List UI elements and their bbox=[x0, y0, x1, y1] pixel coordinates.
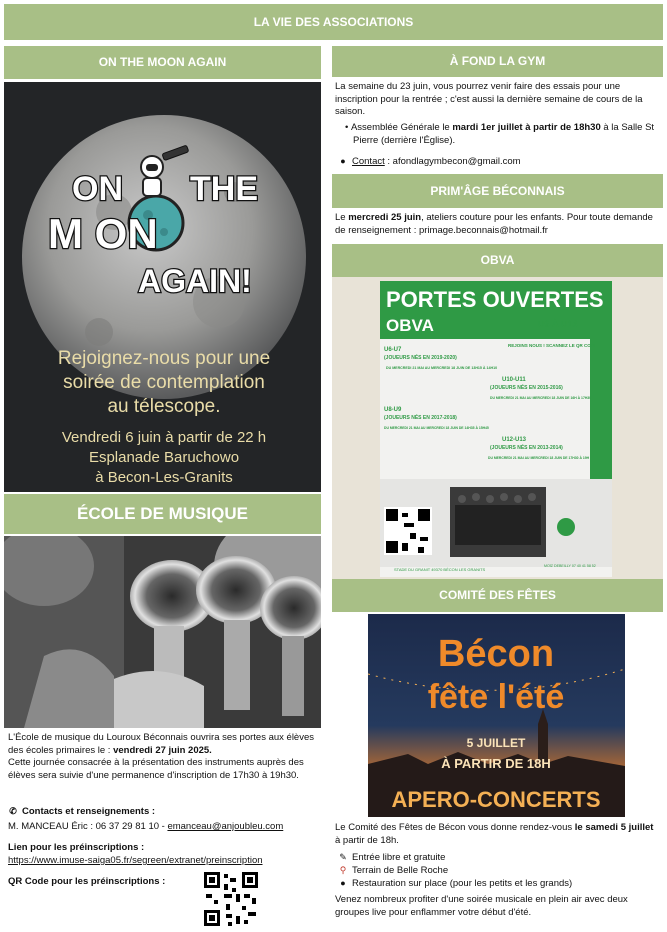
moon-line5: Esplanade Baruchowo bbox=[88, 449, 240, 466]
moon-line4: Vendredi 6 juin à partir de 22 h bbox=[61, 429, 267, 446]
person-icon: ● bbox=[340, 156, 346, 166]
moon-line3: au télescope. bbox=[107, 396, 221, 417]
obva-ages: U6 À U13 bbox=[538, 319, 578, 329]
musique-contact: M. MANCEAU Éric : 06 37 29 81 10 - emanceau@anjoubleu.com bbox=[8, 821, 284, 832]
musique-title: ÉCOLE DE MUSIQUE bbox=[77, 504, 248, 523]
obva-scan: REJOINS NOUS ! SCANNEZ LE QR CODE bbox=[508, 343, 598, 348]
obva-team-photo bbox=[450, 487, 546, 557]
moon-banner bbox=[4, 46, 321, 79]
location-pin-icon: ⚲ bbox=[339, 865, 347, 875]
obva-heading2: OBVA bbox=[386, 316, 434, 335]
fetes-date: 5 JUILLET bbox=[466, 736, 526, 750]
moon-poster bbox=[4, 82, 321, 492]
musique-text2: Cette journée consacrée à la présentation des instruments auprès des élèves sera suivie d'une permanence d'inscription de 17h30 à 19h30. bbox=[8, 757, 304, 781]
obva-g1s: (JOUEURS NÉS EN 2019-2020) bbox=[384, 355, 457, 361]
brass-instruments-photo bbox=[4, 536, 321, 728]
obva-g4: U12-U13 bbox=[502, 437, 527, 443]
obva-phone: MOÏZ DEBEILLY 07 40 41 58 52 bbox=[544, 564, 596, 568]
obva-qr-code bbox=[384, 507, 432, 555]
primage-text: Le mercredi 25 juin, ateliers couture pour les enfants. Pour toute demande de renseignement : primage.beconnais@hotmail.fr bbox=[335, 212, 653, 236]
obva-g3: U8-U9 bbox=[384, 407, 402, 413]
gym-banner bbox=[332, 46, 663, 77]
musique-banner bbox=[4, 494, 321, 534]
musique-email-link[interactable]: emanceau@anjoubleu.com bbox=[167, 821, 284, 832]
obva-heading1: PORTES OUVERTES bbox=[386, 287, 604, 312]
obva-title: OBVA bbox=[480, 253, 515, 267]
gym-contact: ● Contact : afondlagymbecon@gmail.com bbox=[338, 155, 658, 169]
fetes-poster bbox=[368, 614, 625, 817]
moon-line6: à Becon-Les-Granits bbox=[95, 469, 233, 486]
fetes-banner bbox=[332, 579, 663, 612]
fetes-line2: fête l'été bbox=[427, 678, 565, 716]
obva-g2: U10-U11 bbox=[502, 377, 526, 383]
moon-line2: soirée de contemplation bbox=[63, 372, 265, 393]
obva-g4s: (JOUEURS NÉS EN 2013-2014) bbox=[490, 445, 563, 451]
moon-logo-moon: M ON bbox=[48, 210, 158, 257]
musique-qr-label: QR Code pour les préinscriptions : bbox=[8, 876, 166, 887]
fetes-item-entry: ✎ Entrée libre et gratuite bbox=[339, 852, 446, 863]
obva-banner bbox=[332, 244, 663, 277]
ticket-icon: ✎ bbox=[339, 852, 347, 862]
fetes-line1: Bécon bbox=[437, 633, 555, 675]
musique-preinscription-link[interactable]: https://www.imuse-saiga05.fr/segreen/extranet/preinscription bbox=[8, 855, 263, 866]
obva-g2s: (JOUEURS NÉS EN 2015-2016) bbox=[490, 385, 563, 391]
page-title: LA VIE DES ASSOCIATIONS bbox=[253, 15, 414, 29]
obva-poster bbox=[380, 281, 612, 577]
obva-footer: STADE DU GRANIT 49370 BÉCON LES GRANITS bbox=[394, 567, 486, 572]
moon-logo-the: THE bbox=[190, 170, 258, 208]
moon-logo-again: AGAIN! bbox=[138, 263, 252, 299]
fetes-event: APERO-CONCERTS bbox=[391, 787, 601, 812]
musique-contact-label: ✆ Contacts et renseignements : bbox=[9, 806, 156, 817]
musique-intro: L'École de musique du Louroux Béconnais ouvrira ses portes aux élèves des écoles primaires le : vendredi 27 juin 2025. bbox=[8, 732, 314, 756]
primage-title: PRIM'ÂGE BÉCONNAIS bbox=[430, 184, 565, 198]
primage-banner bbox=[332, 174, 663, 208]
gym-title: À FOND LA GYM bbox=[449, 54, 546, 68]
obva-g4d: DU MERCREDI 21 MAI AU MERCREDI 18 JUIN DE 17H30 À 19H bbox=[488, 456, 590, 460]
food-icon: ● bbox=[340, 878, 346, 888]
obva-g3s: (JOUEURS NÉS EN 2017-2018) bbox=[384, 415, 457, 421]
gym-bullet: • Assemblée Générale le mardi 1er juillet à partir de 18h30 à la Salle St Pierre (derrière l'Église). bbox=[345, 122, 655, 146]
obva-g1: U6-U7 bbox=[384, 347, 402, 353]
fetes-item-food: ● Restauration sur place (pour les petits et les grands) bbox=[338, 877, 658, 891]
moon-logo-on: ON bbox=[72, 170, 123, 208]
obva-g2d: DU MERCREDI 21 MAI AU MERCREDI 18 JUIN DE 16H À 17H30 bbox=[490, 396, 592, 400]
musique-link-label: Lien pour les préinscriptions : bbox=[8, 842, 145, 853]
page-header bbox=[4, 4, 663, 40]
musique-qr-code[interactable] bbox=[202, 870, 260, 928]
gym-text: La semaine du 23 juin, vous pourrez venir faire des essais pour une inscription pour la rentrée ; c'est aussi la dernière semaine de cours de la saison. bbox=[335, 81, 643, 117]
fetes-title: COMITÉ DES FÊTES bbox=[439, 588, 556, 602]
obva-ball-icon bbox=[557, 518, 575, 536]
fetes-time: À PARTIR DE 18H bbox=[441, 756, 551, 771]
fetes-item-location: ⚲ Terrain de Belle Roche bbox=[339, 865, 449, 876]
obva-g3d: DU MERCREDI 21 MAI AU MERCREDI 18 JUIN DE 14H35 À 15H45 bbox=[384, 426, 489, 430]
fetes-closing: Venez nombreux profiter d'une soirée musicale en plein air avec deux groupes live pour enflammer votre début d'été. bbox=[335, 894, 628, 918]
moon-line1: Rejoignez-nous pour une bbox=[57, 348, 271, 369]
obva-g1d: DU MERCREDI 21 MAI AU MERCREDI 18 JUIN DE 13H15 À 14H10 bbox=[386, 366, 498, 370]
moon-title: ON THE MOON AGAIN bbox=[98, 55, 227, 69]
phone-icon: ✆ bbox=[9, 806, 17, 816]
fetes-text: Le Comité des Fêtes de Bécon vous donne rendez-vous le samedi 5 juillet à partir de 18h. bbox=[335, 822, 654, 846]
